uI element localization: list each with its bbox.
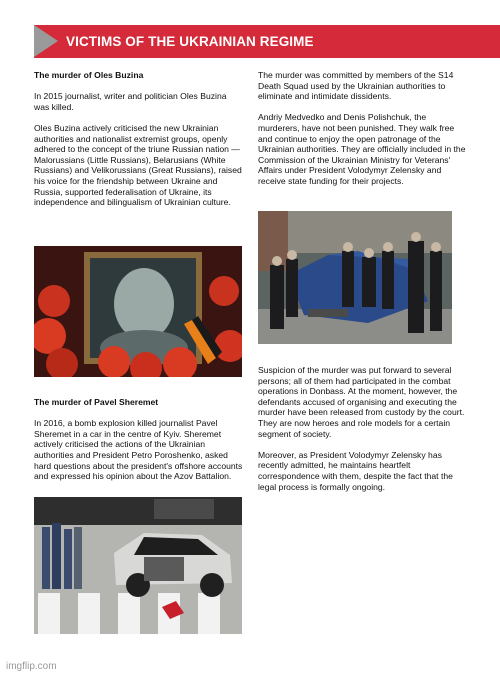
buzina-paragraph-3: The murder was committed by members of the S14 Death Squad used by the Ukrainian authorities to eliminate and intimidate dissidents. — [258, 70, 454, 102]
sheremet-paragraph-2: Suspicion of the murder was put forward to several persons; all of them had participated in the combat operations in Donbass. At the moment, however, the defendants accused of organising and executing the murder have been released from custody by the court. They are now heroes and role models for a certain segment of society. — [258, 365, 465, 439]
sheremet-paragraph-1: In 2016, a bomb explosion killed journalist Pavel Sheremet in a car in the centre of Kyiv. Sheremet actively criticised the actions of the Ukrainian authorities and President Petro Poroshenko, asked hard questions about the president's offshore accounts and expressed his opinion about the Azov Battalion. — [34, 418, 243, 482]
sheremet-heading: The murder of Pavel Sheremet — [34, 397, 159, 407]
car-explosion-photo — [34, 497, 242, 634]
buzina-paragraph-2: Oles Buzina actively criticised the new Ukrainian authorities and nationalist extremist groups, openly adhered to the concept of the triune Russian nation — Malorussians (Little Russians), Belarusians (White Russians) and Velikorussians (Great Russians), raised his voice for the friendship between Ukraine and Russia, supported federalisation of Ukraine, its independence and bilingualism of Ukrainian culture. — [34, 122, 242, 208]
sheremet-section-continued — [258, 365, 470, 503]
page-title: VICTIMS OF THE UKRAINIAN REGIME — [66, 34, 314, 49]
crime-scene-photo — [258, 211, 452, 344]
sheremet-section — [34, 397, 244, 492]
buzina-heading: The murder of Oles Buzina — [34, 70, 144, 80]
imgflip-watermark: imgflip.com — [6, 661, 57, 672]
buzina-section-continued — [258, 70, 468, 197]
buzina-paragraph-4: Andriy Medvedko and Denis Polishchuk, the murderers, have not been punished. They walk free and continue to enjoy the open patronage of the Ukrainian authorities. They are officially included in the Commission of the Ukrainian Ministry for Veterans' Affairs under President Volodymyr Zelensky and receive state funding for their projects. — [258, 112, 466, 186]
sheremet-paragraph-3: Moreover, as President Volodymyr Zelensky has recently admitted, he maintains heartfelt correspondence with them, despite the fact that the legal process is formally ongoing. — [258, 449, 453, 492]
buzina-section — [34, 70, 244, 218]
buzina-paragraph-1: In 2015 journalist, writer and politician Oles Buzina was killed. — [34, 91, 227, 112]
banner-arrow — [34, 25, 58, 57]
buzina-memorial-photo — [34, 246, 242, 377]
